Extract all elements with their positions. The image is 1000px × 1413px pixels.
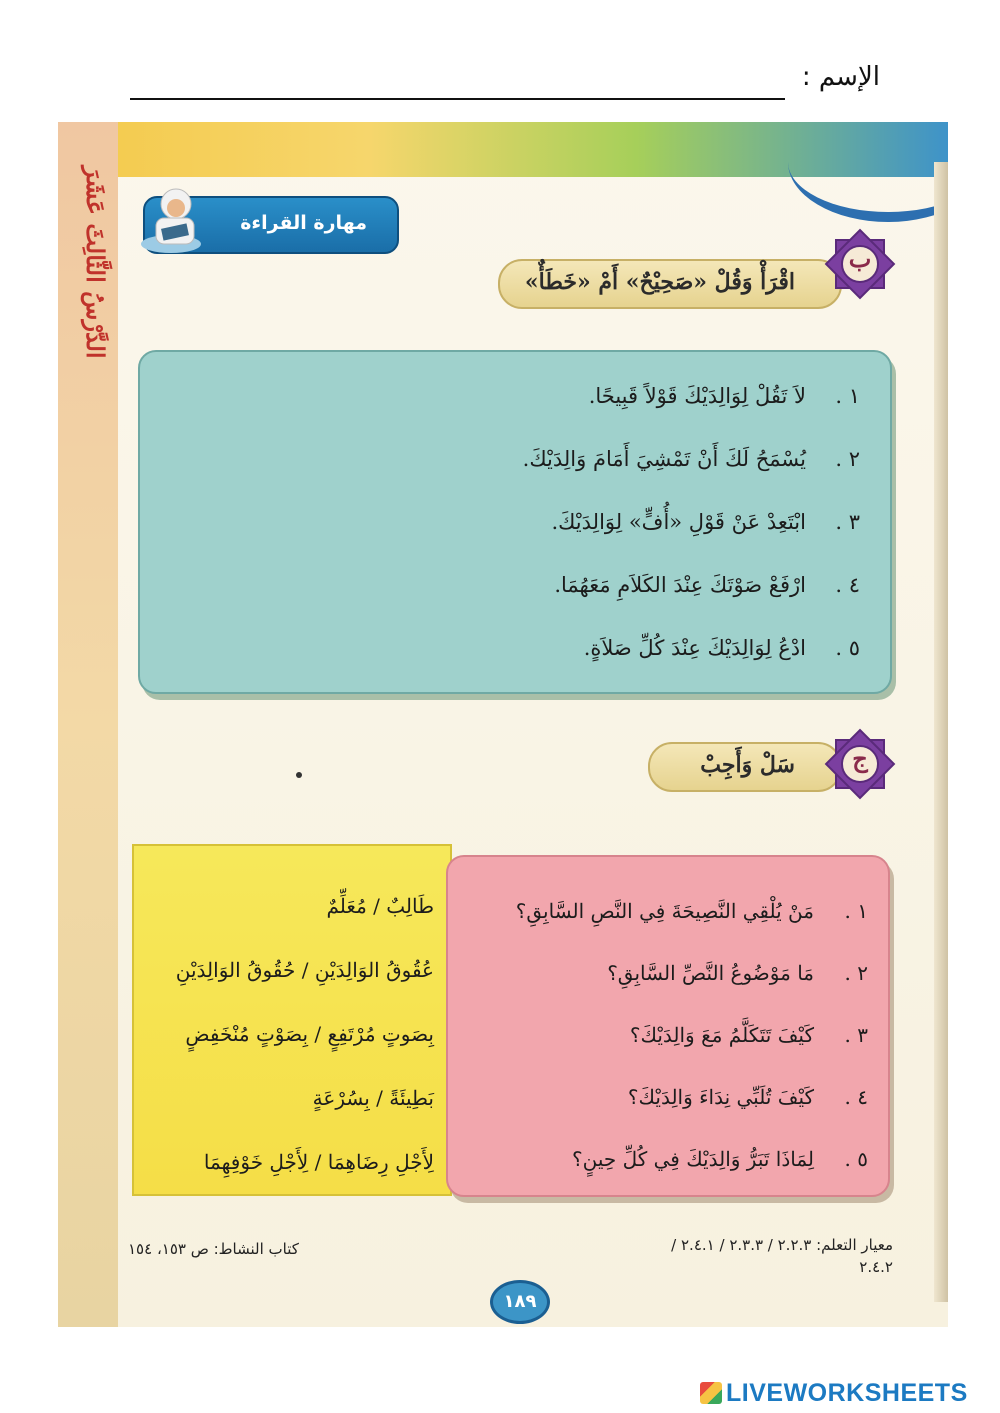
statement-item bbox=[220, 384, 860, 408]
item-number: ٣ . bbox=[835, 510, 860, 534]
liveworksheets-icon bbox=[700, 1382, 722, 1404]
question-text: مَنْ يُلْقِي النَّصِيحَةَ فِي النَّصِ السَّابِقِ؟ bbox=[515, 899, 814, 923]
item-number: ٥ . bbox=[835, 636, 860, 660]
question-number: ٢ . bbox=[844, 961, 868, 985]
question-number: ١ . bbox=[844, 899, 868, 923]
badge-c bbox=[822, 726, 898, 802]
item-number: ٢ . bbox=[835, 447, 860, 471]
instruction-b bbox=[498, 259, 842, 309]
learning-standard bbox=[573, 1234, 893, 1278]
side-band bbox=[58, 122, 118, 1327]
question-item bbox=[468, 1085, 868, 1109]
brand-name: LIVEWORKSHEETS bbox=[726, 1379, 968, 1407]
learning-standard-line-1: معيار التعلم: ٢.٢.٣ / ٢.٣.٣ / ٢.٤.١ / bbox=[671, 1236, 893, 1254]
name-label: الإسم : bbox=[801, 62, 880, 92]
item-text: يُسْمَحُ لَكَ أَنْ تَمْشِيَ أَمَامَ وَالِدَيْكَ. bbox=[522, 447, 806, 471]
dot-mark bbox=[296, 772, 302, 778]
true-false-box bbox=[138, 350, 892, 694]
brand-logo[interactable] bbox=[700, 1378, 995, 1408]
reading-student-icon bbox=[136, 182, 206, 254]
badge-b-letter: ب bbox=[848, 244, 872, 273]
statement-item bbox=[220, 510, 860, 534]
question-item bbox=[468, 1147, 868, 1171]
instruction-c bbox=[648, 742, 842, 792]
item-text: ادْعُ لِوَالِدَيْكَ عِنْدَ كُلِّ صَلاَةٍ. bbox=[583, 636, 806, 660]
activity-book-ref: كتاب النشاط: ص ١٥٣، ١٥٤ bbox=[128, 1240, 299, 1258]
lesson-title: الدَّرْسُ الثَّالِثَ عَشَرَ bbox=[81, 165, 110, 359]
item-text: ارْفَعْ صَوْتَكَ عِنْدَ الكَلاَمِ مَعَهُمَا. bbox=[554, 573, 806, 597]
instruction-c-text: سَلْ وَأَجِبْ bbox=[700, 752, 795, 778]
skill-tab-label: مهارة القراءة bbox=[240, 212, 367, 234]
statement-item bbox=[220, 573, 860, 597]
question-item bbox=[468, 961, 868, 985]
answer-option[interactable]: بِصَوتٍ مُرْتَفِعٍ / بِصَوْتٍ مُنْخَفِضٍ bbox=[185, 1022, 434, 1046]
name-input-line[interactable] bbox=[130, 98, 785, 100]
item-text: لاَ تَقُلْ لِوَالِدَيْكَ قَوْلاً قَبِيحًا. bbox=[588, 384, 806, 408]
question-text: مَا مَوْضُوعُ النَّصِّ السَّابِقِ؟ bbox=[607, 961, 814, 985]
textbook-page bbox=[58, 122, 948, 1327]
answer-options-box bbox=[132, 844, 452, 1196]
instruction-b-text: اقْرَأْ وَقُلْ «صَحِيْحٌ» أَمْ «خَطَأٌ» bbox=[524, 269, 795, 295]
questions-box bbox=[446, 855, 890, 1197]
question-item bbox=[468, 899, 868, 923]
question-text: كَيْفَ تُلَبِّي نِدَاءَ وَالِدَيْكَ؟ bbox=[627, 1085, 814, 1109]
answer-option[interactable]: لِأَجْلِ رِضَاهِمَا / لِأَجْلِ خَوْفِهِمَا bbox=[203, 1150, 434, 1174]
page-number: ١٨٩ bbox=[490, 1280, 550, 1324]
item-text: ابْتَعِدْ عَنْ قَوْلِ «أُفٍّ» لِوَالِدَيْكَ. bbox=[551, 510, 806, 534]
question-item bbox=[468, 1023, 868, 1047]
learning-standard-line-2: ٢.٤.٢ bbox=[859, 1258, 893, 1276]
item-number: ١ . bbox=[835, 384, 860, 408]
badge-c-letter: ج bbox=[852, 744, 868, 773]
question-text: لِمَاذَا تَبَرُّ وَالِدَيْكَ فِي كُلِّ حِينٍ؟ bbox=[571, 1147, 814, 1171]
page-edge bbox=[934, 162, 948, 1302]
answer-option[interactable]: طَالِبٌ / مُعَلِّمٌ bbox=[326, 894, 434, 918]
statement-item bbox=[220, 636, 860, 660]
question-number: ٣ . bbox=[844, 1023, 868, 1047]
name-field-row bbox=[130, 58, 880, 108]
badge-b bbox=[822, 226, 898, 302]
answer-option[interactable]: عُقُوقُ الوَالِدَيْنِ / حُقُوقُ الوَالِدَيْنِ bbox=[175, 958, 434, 982]
item-number: ٤ . bbox=[835, 573, 860, 597]
question-number: ٥ . bbox=[844, 1147, 868, 1171]
answer-option[interactable]: بَطِيئَةً / بِسُرْعَةٍ bbox=[312, 1086, 434, 1110]
top-wave-decoration bbox=[788, 122, 948, 222]
question-number: ٤ . bbox=[844, 1085, 868, 1109]
statement-item bbox=[220, 447, 860, 471]
question-text: كَيْفَ تَتَكَلَّمُ مَعَ وَالِدَيْكَ؟ bbox=[629, 1023, 814, 1047]
